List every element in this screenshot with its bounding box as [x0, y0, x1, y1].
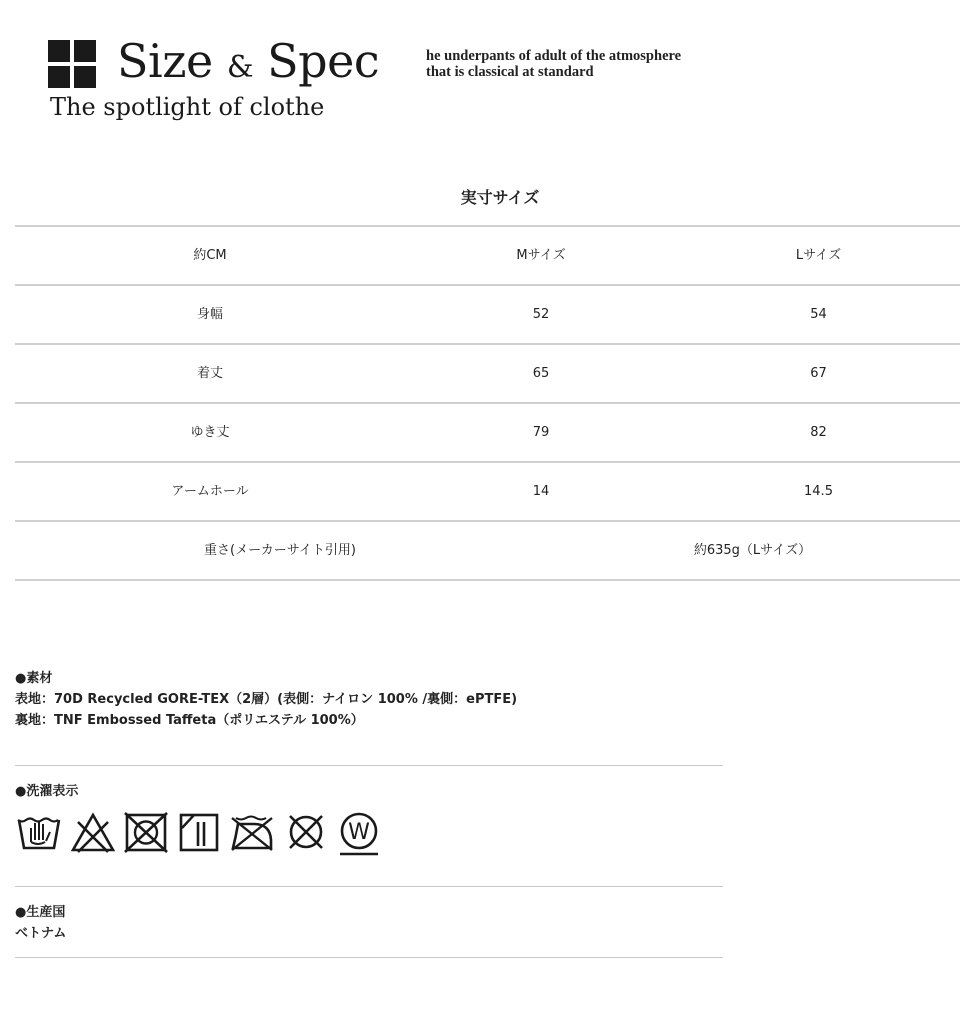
divider — [15, 886, 723, 887]
brand-subtitle: The spotlight of clothe — [50, 93, 325, 121]
header-l-size: Lサイズ — [795, 248, 842, 263]
row-m-value: 14 — [532, 484, 550, 499]
material-outer: 表地：70D Recycled GORE-TEX（2層）(表側：ナイロン 100% /裏側：ePTFE) — [15, 692, 518, 707]
origin-value: ベトナム — [15, 926, 67, 941]
row-m-value: 79 — [532, 425, 550, 440]
svg-text:W: W — [348, 820, 370, 845]
do-not-bleach-icon — [70, 810, 116, 854]
washing-section — [15, 781, 78, 802]
weight-label: 重さ(メーカーサイト引用) — [204, 543, 356, 558]
logo-grid-icon — [48, 40, 96, 88]
row-m-value: 52 — [532, 307, 550, 322]
header — [0, 0, 980, 140]
row-l-value: 82 — [810, 425, 827, 440]
origin-section — [15, 902, 66, 944]
weight-row — [15, 522, 960, 581]
divider — [15, 957, 723, 958]
brand-title-end: Spec — [267, 34, 380, 88]
do-not-tumble-dry-icon — [124, 810, 168, 854]
table-row — [15, 404, 960, 463]
header-m-size: Mサイズ — [516, 248, 566, 263]
tagline — [426, 48, 681, 80]
divider — [15, 765, 723, 766]
tagline-line-2: that is classical at standard — [426, 64, 594, 80]
table-row — [15, 286, 960, 345]
size-table-title: 実寸サイズ — [460, 188, 540, 207]
hand-wash-icon — [16, 810, 62, 854]
material-lining: 裏地：TNF Embossed Taffeta（ポリエステル 100%） — [15, 713, 364, 728]
row-label: 着丈 — [196, 366, 223, 381]
tagline-line-1: he underpants of adult of the atmosphere — [426, 48, 682, 64]
iron-low-icon — [228, 810, 276, 854]
origin-heading: ●生産国 — [15, 905, 66, 920]
table-header-row — [15, 227, 960, 286]
header-unit: 約CM — [193, 248, 227, 263]
size-table — [15, 225, 960, 581]
do-not-dry-clean-icon — [284, 810, 328, 854]
material-heading: ●素材 — [15, 671, 53, 686]
brand-title-main: Size — [117, 34, 213, 88]
brand-title-amp: & — [226, 50, 254, 85]
row-l-value: 14.5 — [804, 484, 833, 499]
care-icons — [16, 810, 396, 860]
row-l-value: 67 — [810, 366, 827, 381]
row-label: ゆき丈 — [190, 425, 230, 440]
row-m-value: 65 — [532, 366, 550, 381]
table-row — [15, 345, 960, 404]
brand-title — [117, 34, 379, 95]
line-dry-shade-icon — [178, 810, 220, 854]
row-l-value: 54 — [810, 307, 827, 322]
wet-clean-icon — [336, 810, 382, 858]
row-label: 身幅 — [196, 307, 223, 322]
washing-heading: ●洗濯表示 — [15, 784, 79, 799]
weight-value: 約635g（Lサイズ） — [693, 543, 812, 558]
material-section — [15, 668, 517, 731]
row-label: アームホール — [171, 484, 249, 499]
table-row — [15, 463, 960, 522]
